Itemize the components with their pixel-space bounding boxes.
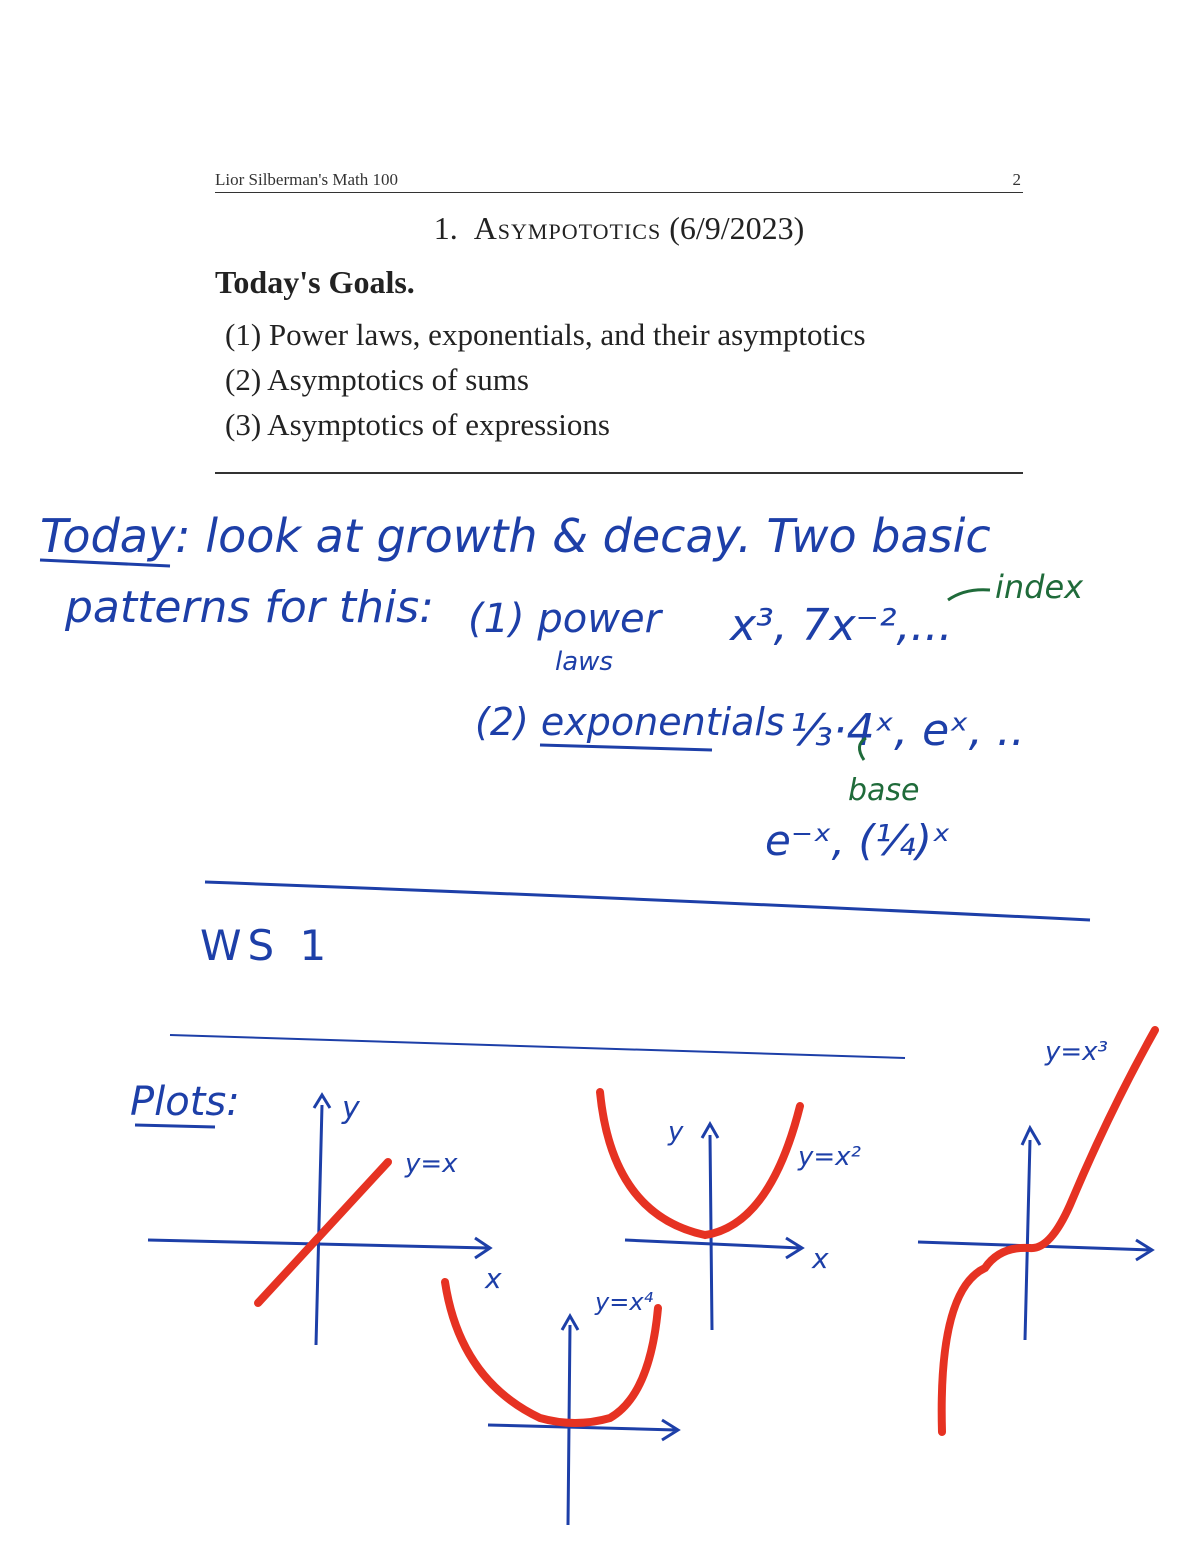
note-line-1: Today: look at growth & decay. Two basic	[40, 509, 991, 563]
section-number: 1.	[433, 210, 458, 246]
exponentials-underline	[540, 745, 712, 750]
note-exponential-examples: ⅓·4ˣ, eˣ, ..	[790, 705, 1025, 756]
header-page-number: 2	[1012, 170, 1021, 189]
plot-cubic-curve	[942, 1030, 1155, 1432]
ink-separator-1	[205, 882, 1090, 920]
note-power-laws-sub: laws	[555, 647, 613, 677]
plot-quadratic-x-label: x	[812, 1242, 829, 1275]
note-index: index	[995, 568, 1084, 606]
plot-quartic	[445, 1282, 678, 1525]
note-exponential-more: e⁻ˣ, (¼)ˣ	[765, 816, 951, 865]
plot-quadratic-x-axis	[625, 1238, 802, 1258]
plot-linear-curve	[258, 1162, 388, 1303]
plot-quadratic-y-axis	[702, 1124, 718, 1330]
note-line-2: patterns for this:	[65, 582, 434, 633]
note-power-examples: x³, 7x⁻²,...	[730, 600, 953, 651]
goal-item: (2) Asymptotics of sums	[225, 362, 529, 397]
plot-quadratic-curve	[600, 1092, 800, 1235]
plot-linear-y-label: y	[342, 1091, 360, 1126]
goals-heading: Today's Goals.	[215, 264, 415, 300]
section-date: (6/9/2023)	[669, 210, 805, 246]
note-worksheet: WS 1	[200, 921, 333, 970]
header-course: Lior Silberman's Math 100	[215, 170, 398, 189]
plot-quartic-label: y=x⁴	[595, 1288, 654, 1316]
plot-quadratic-y-label: y	[668, 1117, 684, 1147]
ink-separator-2	[170, 1035, 905, 1058]
plot-linear-x-label: x	[485, 1262, 502, 1295]
plot-cubic	[918, 1030, 1155, 1432]
note-exponentials: (2) exponentials	[475, 700, 785, 744]
note-base: base	[848, 773, 920, 808]
index-pointer	[948, 590, 990, 600]
plot-quadratic-label: y=x²	[798, 1142, 861, 1172]
note-power-laws: (1) power	[468, 596, 662, 642]
goal-item: (1) Power laws, exponentials, and their asymptotics	[225, 317, 866, 352]
plot-linear-y-axis	[314, 1095, 330, 1345]
note-plots-label: Plots:	[130, 1079, 240, 1125]
section-name: Asympototics	[473, 210, 662, 246]
plots-underline	[135, 1125, 215, 1127]
plot-linear-label: y=x	[405, 1149, 458, 1179]
plot-cubic-y-axis	[1022, 1128, 1040, 1340]
goal-item: (3) Asymptotics of expressions	[225, 407, 610, 442]
plot-cubic-label: y=x³	[1045, 1037, 1108, 1067]
